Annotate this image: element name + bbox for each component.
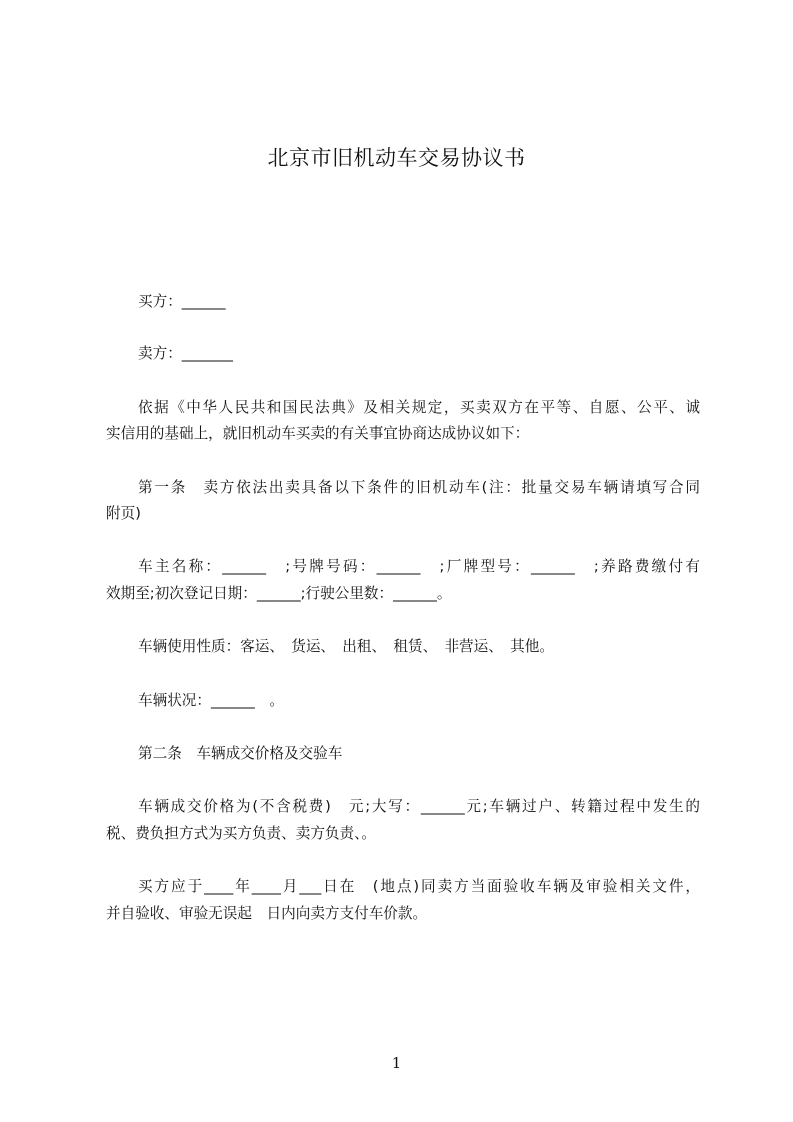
price-line-2: 税、费负担方式为买方负责、卖方负责、。 xyxy=(106,825,376,842)
article1-line-2: 附页) xyxy=(106,505,141,522)
document-title: 北京市旧机动车交易协议书 xyxy=(267,146,526,170)
inspect-text-1: 买方应于____年____月___日在 (地点)同卖方当面验收车辆及审验相关文件， xyxy=(138,878,700,895)
usage-line: 车辆使用性质：客运、 货运、 出租、 租赁、 非营运、 其他。 xyxy=(138,638,554,655)
condition-line: 车辆状况：______ 。 xyxy=(138,692,284,709)
vehicle-info-line-2: 效期至;初次登记日期：______;行驶公里数：______。 xyxy=(106,585,452,602)
article1-line-1 xyxy=(138,478,700,498)
inspect-line-2: 并自验收、审验无误起 日内向卖方支付车价款。 xyxy=(106,905,428,922)
intro-paragraph-line-1 xyxy=(138,398,700,418)
buyer-line: 买方：______ xyxy=(138,293,226,310)
intro-paragraph-line-2: 实信用的基础上，就旧机动车买卖的有关事宜协商达成协议如下： xyxy=(106,425,530,442)
intro-text-1: 依据《中华人民共和国民法典》及相关规定，买卖双方在平等、自愿、公平、诚 xyxy=(138,399,700,416)
inspect-line-1 xyxy=(138,877,700,897)
vehicle-info-text-1: 车主名称：______ ;号牌号码：______ ;厂牌型号：______ ;养路费缴付有 xyxy=(138,558,700,575)
vehicle-info-line-1 xyxy=(138,557,700,577)
seller-line: 卖方：_______ xyxy=(138,345,233,362)
price-line-1 xyxy=(138,797,700,817)
article2-heading: 第二条 车辆成交价格及交验车 xyxy=(138,745,343,762)
price-text-1: 车辆成交价格为(不含税费) 元;大写：______元;车辆过户、转籍过程中发生的 xyxy=(138,798,700,815)
article1-text-1: 第一条 卖方依法出卖具备以下条件的旧机动车(注：批量交易车辆请填写合同 xyxy=(138,479,700,496)
page-number: 1 xyxy=(391,1054,402,1072)
